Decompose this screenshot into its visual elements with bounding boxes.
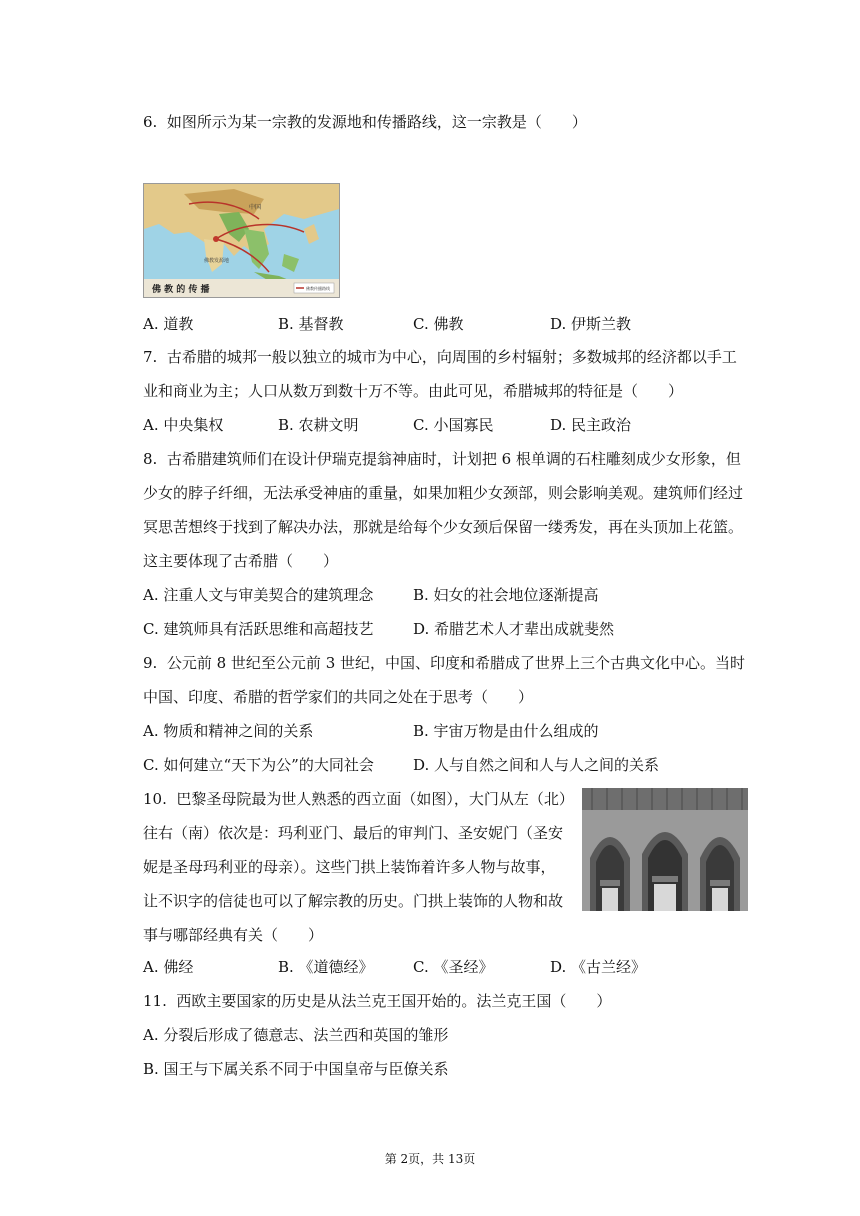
question-11-option-b: B. 国王与下属关系不同于中国皇帝与臣僚关系 — [143, 1060, 449, 1078]
question-8-option-d: D. 希腊艺术人才辈出成就斐然 — [413, 620, 615, 638]
question-11-option-a: A. 分裂后形成了德意志、法兰西和英国的雏形 — [143, 1026, 449, 1044]
question-10-line-2: 往右（南）依次是：玛利亚门、最后的审判门、圣安妮门（圣安 — [143, 824, 564, 842]
question-10-option-c: C. 《圣经》 — [413, 958, 494, 976]
question-6-option-c: C. 佛教 — [413, 315, 464, 333]
question-8-option-c: C. 建筑师具有活跃思维和高超技艺 — [143, 620, 374, 638]
question-9-option-a: A. 物质和精神之间的关系 — [143, 722, 314, 740]
question-9-option-b: B. 宇宙万物是由什么组成的 — [413, 722, 599, 740]
question-7-option-d: D. 民主政治 — [550, 416, 632, 434]
facade-illustration — [582, 788, 748, 911]
question-8-line-2: 少女的脖子纤细，无法承受神庙的重量，如果加粗少女颈部，则会影响美观。建筑师们经过 — [143, 484, 744, 502]
question-8-option-a: A. 注重人文与审美契合的建筑理念 — [143, 586, 374, 604]
question-10-line-3: 妮是圣母玛利亚的母亲）。这些门拱上装饰着许多人物与故事， — [143, 858, 556, 876]
question-10-option-b: B. 《道德经》 — [278, 958, 374, 976]
origin-label: 佛教发源地 — [204, 258, 230, 264]
question-9-option-d: D. 人与自然之间和人与人之间的关系 — [413, 756, 660, 774]
question-7-option-c: C. 小国寡民 — [413, 416, 494, 434]
question-9-option-c: C. 如何建立“天下为公”的大同社会 — [143, 756, 374, 774]
question-10-option-a: A. 佛经 — [143, 958, 194, 976]
question-7-line-1: 7. 古希腊的城邦一般以独立的城市为中心，向周围的乡村辐射；多数城邦的经济都以手工 — [143, 348, 737, 366]
question-6-option-a: A. 道教 — [143, 315, 194, 333]
question-10-option-d: D. 《古兰经》 — [550, 958, 647, 976]
question-6-option-d: D. 伊斯兰教 — [550, 315, 632, 333]
map-illustration — [144, 184, 339, 297]
question-6-stem: 6. 如图所示为某一宗教的发源地和传播路线，这一宗教是（ ） — [143, 113, 587, 131]
question-10-line-5: 事与哪部经典有关（ ） — [143, 926, 324, 944]
map-legend: 佛教传播路线 — [306, 286, 330, 291]
buddhism-spread-map — [143, 183, 340, 298]
question-6-option-b: B. 基督教 — [278, 315, 344, 333]
notre-dame-facade-photo — [582, 788, 748, 911]
question-9-line-1: 9. 公元前 8 世纪至公元前 3 世纪，中国、印度和希腊成了世界上三个古典文化中心。当时 — [143, 654, 746, 672]
question-9-line-2: 中国、印度、希腊的哲学家们的共同之处在于思考（ ） — [143, 688, 534, 706]
question-11-stem: 11. 西欧主要国家的历史是从法兰克王国开始的。法兰克王国（ ） — [143, 992, 612, 1010]
question-8-line-3: 冥思苦想终于找到了解决办法，那就是给每个少女颈后保留一缕秀发，再在头顶加上花篮。 — [143, 518, 744, 536]
question-10-line-1: 10. 巴黎圣母院最为世人熟悉的西立面（如图），大门从左（北） — [143, 790, 574, 808]
question-7-line-2: 业和商业为主；人口从数万到数十万不等。由此可见，希腊城邦的特征是（ ） — [143, 382, 684, 400]
china-label: 中国 — [249, 204, 262, 211]
question-8-line-4: 这主要体现了古希腊（ ） — [143, 552, 339, 570]
page-footer: 第 2页，共 13页 — [384, 1152, 476, 1166]
question-8-option-b: B. 妇女的社会地位逐渐提高 — [413, 586, 599, 604]
map-caption: 佛 教 的 传 播 — [152, 285, 210, 295]
question-10-line-4: 让不识字的信徒也可以了解宗教的历史。门拱上装饰的人物和故 — [143, 892, 564, 910]
question-7-option-a: A. 中央集权 — [143, 416, 224, 434]
question-7-option-b: B. 农耕文明 — [278, 416, 359, 434]
question-8-line-1: 8. 古希腊建筑师们在设计伊瑞克提翁神庙时，计划把 6 根单调的石柱雕刻成少女形象，但 — [143, 450, 741, 468]
